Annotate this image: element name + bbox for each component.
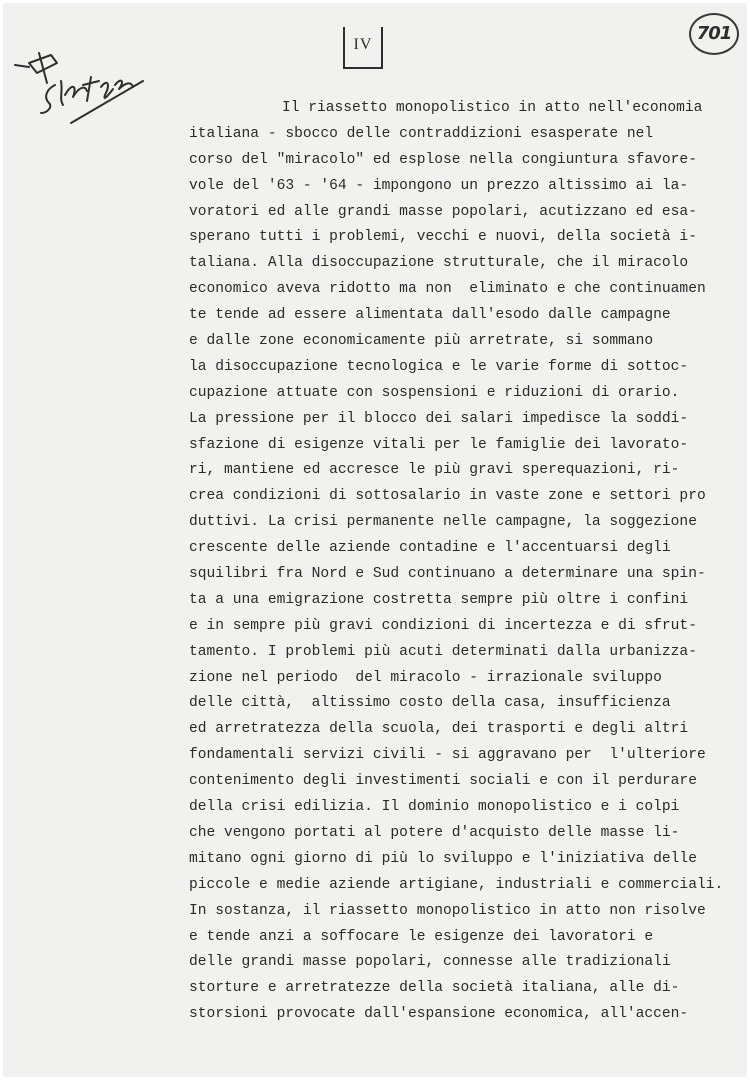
text-line: In sostanza, il riassetto monopolistico in atto non risolve: [189, 902, 706, 919]
text-line: crescente delle aziende contadine e l'accentuarsi degli: [189, 540, 671, 557]
text-line: e in sempre più gravi condizioni di incertezza e di sfrut-: [189, 617, 697, 634]
text-line: voratori ed alle grandi masse popolari, acutizzano ed esa-: [189, 203, 697, 220]
text-line: della crisi edilizia. Il dominio monopolistico e i colpi: [189, 799, 680, 816]
text-line: squilibri fra Nord e Sud continuano a determinare una spin-: [189, 566, 706, 583]
text-line: fondamentali servizi civili - si aggravano per l'ulteriore: [189, 747, 706, 764]
text-line: sperano tutti i problemi, vecchi e nuovi, della società i-: [189, 229, 697, 246]
text-line: crea condizioni di sottosalario in vaste zone e settori pro: [189, 488, 706, 505]
text-line: delle grandi masse popolari, connesse alle tradizionali: [189, 954, 671, 971]
handwritten-signature-icon: [7, 41, 147, 131]
text-line: piccole e medie aziende artigiane, industriali e commerciali.: [189, 876, 724, 893]
text-line: Il riassetto monopolistico in atto nell'economia: [282, 100, 703, 116]
archive-stamp: 701: [689, 13, 739, 55]
document-page: [3, 3, 747, 1077]
text-line: storsioni provocate dall'espansione economica, all'accen-: [189, 1006, 689, 1023]
text-line: vole del '63 - '64 - impongono un prezzo altissimo ai la-: [189, 177, 689, 194]
text-line: delle città, altissimo costo della casa, insufficienza: [189, 695, 671, 712]
text-line: italiana - sbocco delle contraddizioni esasperate nel: [189, 125, 654, 142]
text-line: ed arretratezza della scuola, dei trasporti e degli altri: [189, 721, 689, 738]
text-line: storture e arretratezze della società italiana, alle di-: [189, 980, 680, 997]
text-line: contenimento degli investimenti sociali e con il perdurare: [189, 773, 697, 790]
text-line: zione nel periodo del miracolo - irrazionale sviluppo: [189, 669, 662, 686]
text-line: taliana. Alla disoccupazione strutturale, che il miracolo: [189, 255, 689, 272]
text-line: tamento. I problemi più acuti determinati dalla urbanizza-: [189, 643, 697, 660]
page-number: IV: [343, 27, 383, 69]
text-line: corso del "miracolo" ed esplose nella congiuntura sfavore-: [189, 151, 697, 168]
text-line: economico aveva ridotto ma non eliminato e che continuamen: [189, 281, 706, 298]
text-line: ta a una emigrazione costretta sempre più oltre i confini: [189, 591, 689, 608]
text-line: te tende ad essere alimentata dall'esodo dalle campagne: [189, 307, 671, 324]
text-line: ri, mantiene ed accresce le più gravi sperequazioni, ri-: [189, 462, 680, 479]
text-line: cupazione attuate con sospensioni e riduzioni di orario.: [189, 384, 680, 401]
text-line: e tende anzi a soffocare le esigenze dei lavoratori e: [189, 928, 654, 945]
text-line: duttivi. La crisi permanente nelle campagne, la soggezione: [189, 514, 697, 531]
text-line: La pressione per il blocco dei salari impedisce la soddi-: [189, 410, 689, 427]
typewritten-text: [189, 96, 739, 1028]
text-line: la disoccupazione tecnologica e le varie forme di sottoc-: [189, 358, 689, 375]
text-line: mitano ogni giorno di più lo sviluppo e l'iniziativa delle: [189, 850, 697, 867]
text-line: e dalle zone economicamente più arretrate, si sommano: [189, 333, 654, 350]
text-line: che vengono portati al potere d'acquisto delle masse li-: [189, 824, 680, 841]
text-line: sfazione di esigenze vitali per le famiglie dei lavorato-: [189, 436, 689, 453]
